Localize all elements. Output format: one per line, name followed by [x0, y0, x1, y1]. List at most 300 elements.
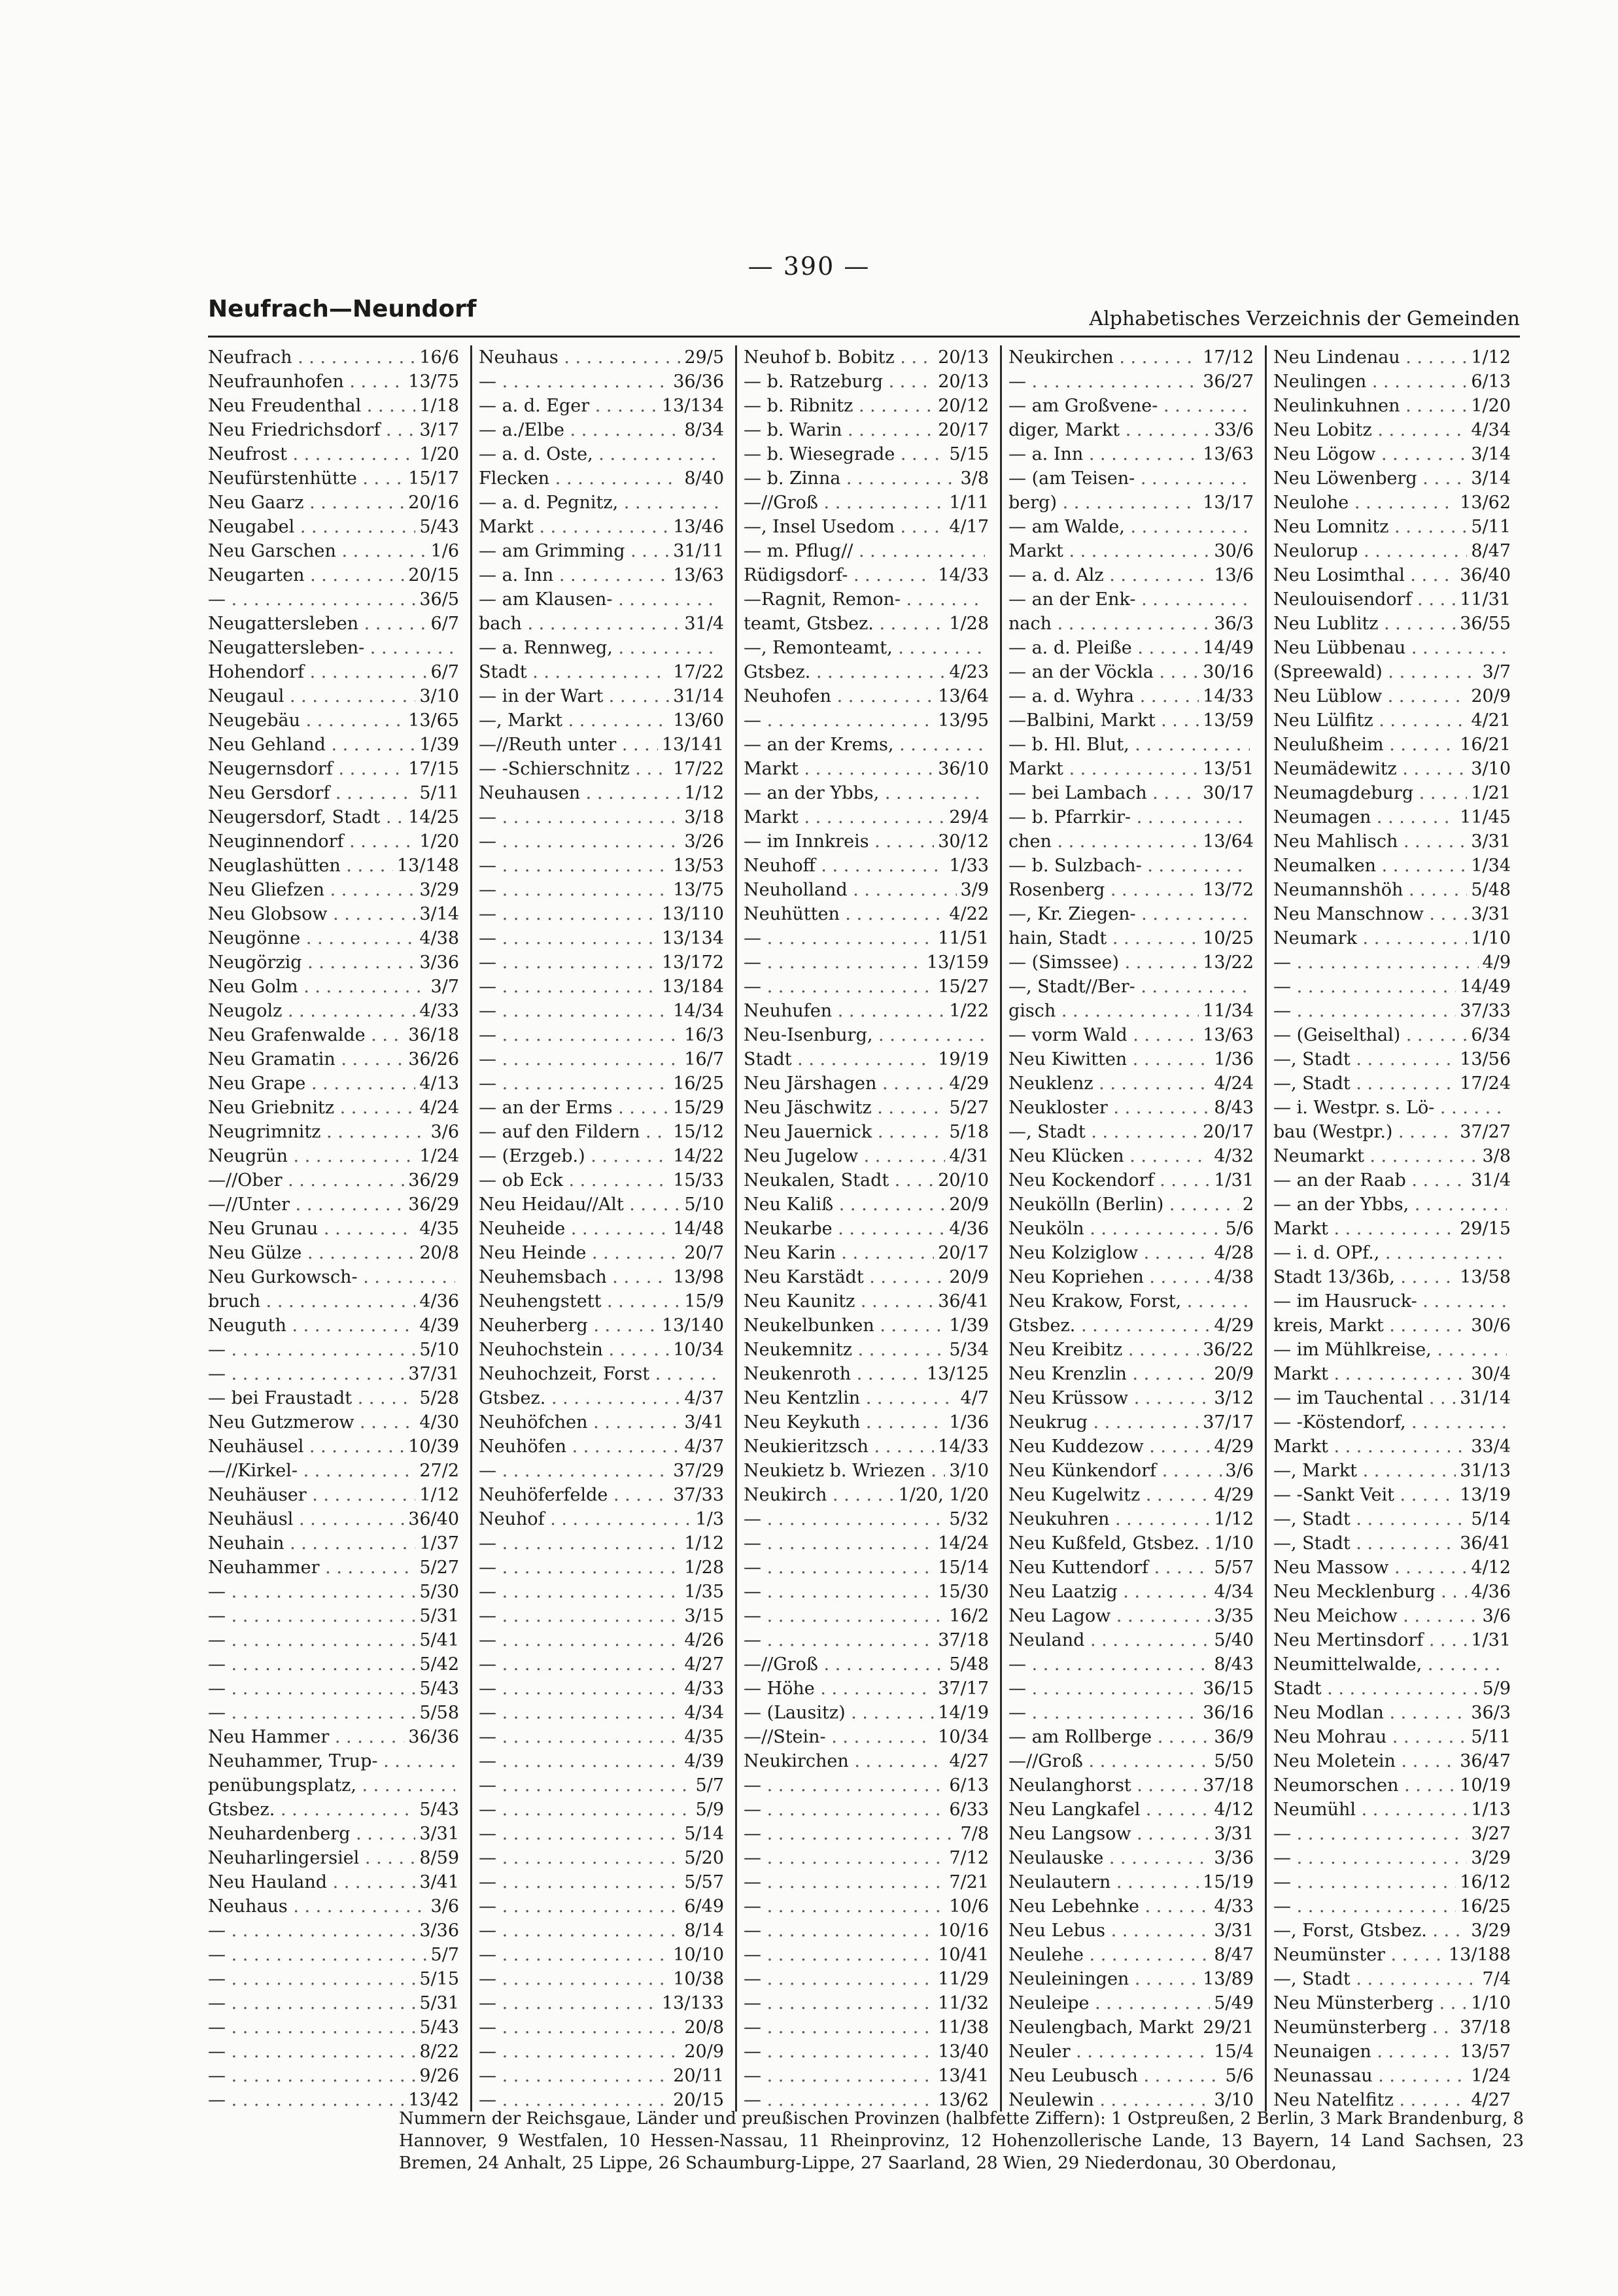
- entry-name: Neuheide . . .: [479, 1217, 669, 1241]
- entry-code: 16/2: [949, 1606, 989, 1626]
- index-entry: [479, 466, 733, 491]
- entry-code: 1/24: [419, 1146, 459, 1166]
- entry-name: — . . .: [479, 805, 680, 829]
- entry-code: 3/12: [1214, 1388, 1254, 1408]
- entry-code: 14/25: [408, 807, 459, 827]
- entry-code: 30/6: [1214, 541, 1254, 561]
- entry-code: 37/33: [1460, 1001, 1511, 1021]
- index-entry: [1008, 1410, 1263, 1435]
- entry-code: 6/13: [949, 1775, 989, 1796]
- entry-code: [1250, 975, 1263, 999]
- index-entry: [744, 612, 998, 636]
- entry-code: 31/4: [1471, 1170, 1511, 1191]
- entry-code: 13/63: [1203, 1025, 1254, 1045]
- entry-code: 1/31: [1471, 1630, 1511, 1650]
- index-entry: [1008, 708, 1263, 733]
- entry-code: 10/41: [938, 1945, 989, 1965]
- index-entry: [1008, 1967, 1263, 1991]
- entry-code: 15/19: [1203, 1872, 1254, 1892]
- entry-name: — . . .: [479, 1580, 680, 1604]
- entry-code: 20/10: [938, 1170, 989, 1191]
- entry-name: — . . .: [208, 1991, 415, 2015]
- index-entry: [1273, 999, 1520, 1023]
- entry-name: Neuhochstein . . .: [479, 1338, 669, 1362]
- entry-code: 5/48: [1471, 880, 1511, 900]
- entry-code: 1/36: [949, 1412, 989, 1433]
- entry-name: — (am Teisen- . . .: [1008, 466, 1250, 491]
- entry-name: — am Rollberge . . .: [1008, 1725, 1210, 1749]
- index-columns: [208, 345, 1520, 2112]
- entry-code: 13/148: [397, 856, 459, 876]
- entry-name: — . . .: [208, 2064, 415, 2088]
- entry-name: Neukirchen . . .: [1008, 345, 1199, 370]
- index-entry: [744, 1991, 998, 2015]
- index-entry: [1273, 926, 1520, 950]
- entry-name: — . . .: [744, 1894, 945, 1919]
- index-entry: [208, 1410, 468, 1435]
- entry-code: 4/39: [419, 1315, 459, 1336]
- index-entry: [1273, 1071, 1520, 1096]
- entry-name: berg) . . .: [1008, 491, 1199, 515]
- entry-code: [1250, 902, 1263, 926]
- entry-name: Neu Heidau//Alt . . .: [479, 1192, 680, 1217]
- entry-code: 3/10: [419, 686, 459, 706]
- entry-code: [1507, 636, 1520, 660]
- entry-name: Neu Krüssow . . .: [1008, 1386, 1210, 1410]
- entry-code: 4/36: [1471, 1582, 1511, 1602]
- index-entry: [208, 394, 468, 418]
- entry-name: Neu Mertinsdorf . . .: [1273, 1628, 1467, 1652]
- entry-code: 8/34: [684, 420, 724, 440]
- entry-code: 13/134: [662, 396, 724, 416]
- entry-code: 20/9: [949, 1194, 989, 1215]
- index-entry: [208, 999, 468, 1023]
- entry-name: — . . .: [1273, 1870, 1456, 1894]
- index-entry: [479, 442, 733, 466]
- entry-code: 13/125: [927, 1364, 989, 1384]
- entry-code: 14/49: [1203, 638, 1254, 658]
- index-entry: [1008, 1580, 1263, 1604]
- entry-name: — bei Fraustadt . . .: [208, 1386, 415, 1410]
- index-entry: [1273, 975, 1520, 999]
- entry-code: 13/56: [1460, 1049, 1511, 1070]
- index-entry: [1273, 1435, 1520, 1459]
- entry-name: Neu Langsow . . .: [1008, 1822, 1210, 1846]
- index-entry: [1008, 1483, 1263, 1507]
- index-entry: [1008, 1531, 1263, 1556]
- entry-name: — . . .: [479, 2015, 680, 2040]
- entry-name: Neu Manschnow . . .: [1273, 902, 1467, 926]
- entry-code: 4/30: [419, 1412, 459, 1433]
- index-entry: [479, 926, 733, 950]
- index-entry: [208, 1749, 468, 1773]
- index-entry: [1008, 418, 1263, 442]
- index-entry: [208, 418, 468, 442]
- entry-code: 27/2: [419, 1461, 459, 1481]
- index-entry: [479, 1556, 733, 1580]
- entry-name: — . . .: [744, 1798, 945, 1822]
- entry-name: Neumühl . . .: [1273, 1798, 1467, 1822]
- entry-name: —//Groß . . .: [1008, 1749, 1210, 1773]
- index-entry: [1008, 1144, 1263, 1168]
- index-entry: [208, 1580, 468, 1604]
- entry-code: 5/31: [419, 1606, 459, 1626]
- entry-code: 31/4: [684, 614, 724, 634]
- entry-name: Neulanghorst . . .: [1008, 1773, 1199, 1798]
- entry-name: Neu Hammer . . .: [208, 1725, 404, 1749]
- index-entry: [744, 1701, 998, 1725]
- entry-code: 11/51: [938, 928, 989, 948]
- entry-name: — . . .: [1008, 1652, 1210, 1677]
- entry-name: — am Großvene- . . .: [1008, 394, 1250, 418]
- index-entry: [479, 1289, 733, 1313]
- entry-name: — . . .: [479, 1919, 680, 1943]
- entry-code: 31/13: [1460, 1461, 1511, 1481]
- entry-code: 14/24: [938, 1533, 989, 1554]
- index-entry: [1008, 1773, 1263, 1798]
- entry-code: 1/39: [419, 735, 459, 755]
- index-entry: [479, 587, 733, 612]
- entry-name: — a. d. Wyhra . . .: [1008, 684, 1199, 708]
- index-entry: [744, 1507, 998, 1531]
- entry-name: Neu Lomnitz . . .: [1273, 515, 1467, 539]
- index-entry: [744, 1047, 998, 1071]
- entry-name: — . . .: [744, 950, 923, 975]
- index-entry: [1273, 805, 1520, 829]
- entry-code: 4/13: [419, 1073, 459, 1094]
- index-entry: [1273, 1531, 1520, 1556]
- entry-code: 20/11: [673, 2066, 724, 2086]
- entry-code: 13/46: [673, 517, 724, 537]
- entry-code: [985, 733, 998, 757]
- entry-name: — . . .: [1273, 950, 1479, 975]
- entry-name: Neu Kußfeld, Gtsbez. . . .: [1008, 1531, 1210, 1556]
- index-entry: [744, 1604, 998, 1628]
- entry-code: 36/40: [408, 1509, 459, 1529]
- entry-code: 31/11: [673, 541, 724, 561]
- entry-name: — . . .: [1273, 1822, 1467, 1846]
- index-entry: [1273, 1289, 1520, 1313]
- entry-code: 4/35: [419, 1219, 459, 1239]
- index-entry: [208, 708, 468, 733]
- entry-name: — . . .: [744, 1846, 945, 1870]
- index-entry: [1008, 733, 1263, 757]
- index-entry: [1273, 1943, 1520, 1967]
- index-entry: [479, 515, 733, 539]
- index-entry: [1273, 1023, 1520, 1047]
- entry-code: 20/9: [1214, 1364, 1254, 1384]
- entry-code: [1507, 1652, 1520, 1677]
- entry-code: 4/33: [684, 1679, 724, 1699]
- entry-name: Stadt . . .: [479, 660, 669, 684]
- entry-name: Neu Friedrichsdorf . . .: [208, 418, 415, 442]
- index-entry: [1008, 1677, 1263, 1701]
- entry-name: — . . .: [479, 2040, 680, 2064]
- entry-name: — (Lausitz) . . .: [744, 1701, 934, 1725]
- index-entry: [208, 1507, 468, 1531]
- index-entry: [744, 829, 998, 854]
- entry-code: 5/14: [1471, 1509, 1511, 1529]
- index-entry: [479, 1677, 733, 1701]
- entry-code: 20/8: [684, 2017, 724, 2038]
- entry-name: Neuland . . .: [1008, 1628, 1210, 1652]
- entry-name: Neu Grunau . . .: [208, 1217, 415, 1241]
- index-entry: [1008, 1628, 1263, 1652]
- index-entry: [1008, 1120, 1263, 1144]
- index-entry: [1273, 684, 1520, 708]
- entry-code: 4/29: [949, 1073, 989, 1094]
- entry-code: 36/47: [1460, 1751, 1511, 1771]
- entry-name: — vorm Wald . . .: [1008, 1023, 1199, 1047]
- entry-code: 3/31: [1214, 1921, 1254, 1941]
- entry-code: 20/17: [938, 1243, 989, 1263]
- entry-code: 1/12: [1214, 1509, 1254, 1529]
- index-entry: [744, 539, 998, 563]
- index-entry: [208, 2040, 468, 2064]
- entry-name: Stadt . . .: [744, 1047, 934, 1071]
- entry-code: 10/34: [673, 1340, 724, 1360]
- index-entry: [744, 1435, 998, 1459]
- entry-code: 16/7: [684, 1049, 724, 1070]
- entry-code: 36/3: [1214, 614, 1254, 634]
- index-entry: [208, 1628, 468, 1652]
- entry-code: 30/12: [938, 831, 989, 852]
- entry-code: 5/41: [419, 1630, 459, 1650]
- index-entry: [1273, 1870, 1520, 1894]
- index-entry: [744, 1265, 998, 1289]
- index-column-3: [735, 345, 998, 2112]
- index-entry: [479, 612, 733, 636]
- entry-name: —, Stadt . . .: [1273, 1071, 1456, 1096]
- entry-code: 7/8: [960, 1824, 989, 1844]
- index-entry: [208, 539, 468, 563]
- entry-name: — . . .: [208, 1701, 415, 1725]
- index-entry: [1273, 587, 1520, 612]
- entry-name: — in der Wart . . .: [479, 684, 669, 708]
- entry-code: [1507, 1241, 1520, 1265]
- entry-name: — . . .: [744, 2088, 934, 2112]
- entry-code: 13/140: [662, 1315, 724, 1336]
- index-entry: [1008, 466, 1263, 491]
- entry-code: 13/63: [673, 565, 724, 585]
- entry-name: Neukirch . . .: [744, 1483, 895, 1507]
- entry-name: Neuginnendorf . . .: [208, 829, 415, 854]
- entry-name: — . . .: [208, 587, 415, 612]
- index-entry: [1273, 1822, 1520, 1846]
- index-entry: [1008, 1725, 1263, 1749]
- index-entry: [479, 563, 733, 587]
- entry-code: 7/4: [1482, 1969, 1511, 1989]
- entry-name: Neukalen, Stadt . . .: [744, 1168, 934, 1192]
- index-entry: [744, 587, 998, 612]
- entry-name: — -Köstendorf, . . .: [1273, 1410, 1507, 1435]
- entry-name: — . . .: [479, 854, 669, 878]
- entry-code: 13/133: [662, 1993, 724, 2013]
- entry-name: Neu Losimthal . . .: [1273, 563, 1456, 587]
- index-entry: [744, 1628, 998, 1652]
- entry-name: Neukieritzsch . . .: [744, 1435, 934, 1459]
- entry-name: — . . .: [208, 1628, 415, 1652]
- entry-name: Markt . . .: [1008, 539, 1210, 563]
- entry-name: Markt . . .: [744, 757, 934, 781]
- entry-code: 1/28: [949, 614, 989, 634]
- entry-code: 5/11: [419, 783, 459, 803]
- index-entry: [1273, 2040, 1520, 2064]
- entry-code: 4/34: [1471, 420, 1511, 440]
- entry-name: — . . .: [479, 1967, 669, 1991]
- entry-code: 30/17: [1203, 783, 1254, 803]
- index-entry: [744, 563, 998, 587]
- entry-name: — b. Hl. Blut, . . .: [1008, 733, 1250, 757]
- index-entry: [744, 684, 998, 708]
- index-entry: [208, 1991, 468, 2015]
- entry-code: 13/51: [1203, 759, 1254, 779]
- entry-code: [455, 1749, 468, 1773]
- entry-code: 1/10: [1471, 1993, 1511, 2013]
- entry-name: Neu Kockendorf . . .: [1008, 1168, 1210, 1192]
- entry-name: Neuglashütten . . .: [208, 854, 393, 878]
- entry-code: 5/32: [949, 1509, 989, 1529]
- index-entry: [744, 1798, 998, 1822]
- entry-code: 1/20: [419, 444, 459, 464]
- index-entry: [479, 1919, 733, 1943]
- index-entry: [208, 370, 468, 394]
- entry-code: 1/3: [695, 1509, 724, 1529]
- entry-code: 13/134: [662, 928, 724, 948]
- index-entry: [208, 1023, 468, 1047]
- entry-name: Neuhöferfelde . . .: [479, 1483, 669, 1507]
- entry-name: — . . .: [1273, 1894, 1456, 1919]
- index-entry: [479, 1773, 733, 1798]
- index-entry: [1008, 1459, 1263, 1483]
- index-entry: [1273, 829, 1520, 854]
- index-entry: [1273, 1362, 1520, 1386]
- index-entry: [208, 1289, 468, 1313]
- entry-code: 36/18: [408, 1025, 459, 1045]
- index-entry: [1273, 1604, 1520, 1628]
- index-entry: [744, 515, 998, 539]
- entry-code: [1507, 1289, 1520, 1313]
- entry-code: 3/41: [419, 1872, 459, 1892]
- entry-name: Neu Laatzig . . .: [1008, 1580, 1210, 1604]
- entry-code: 1/39: [949, 1315, 989, 1336]
- entry-name: Neulinkuhnen . . .: [1273, 394, 1467, 418]
- entry-name: — (Geiselthal) . . .: [1273, 1023, 1467, 1047]
- index-entry: [1273, 1459, 1520, 1483]
- entry-name: Neunaigen . . .: [1273, 2040, 1456, 2064]
- entry-name: Neu Gliefzen . . .: [208, 878, 415, 902]
- entry-code: 14/19: [938, 1703, 989, 1723]
- index-entry: [1008, 539, 1263, 563]
- entry-name: — . . .: [744, 1773, 945, 1798]
- index-entry: [1273, 1919, 1520, 1943]
- entry-name: Neu Järshagen . . .: [744, 1071, 945, 1096]
- entry-code: 6/7: [430, 662, 459, 682]
- entry-code: 1/6: [430, 541, 459, 561]
- index-entry: [208, 1846, 468, 1870]
- entry-code: 16/3: [684, 1025, 724, 1045]
- entry-name: penübungsplatz, . . .: [208, 1773, 455, 1798]
- entry-code: 3/29: [1471, 1921, 1511, 1941]
- entry-name: Gtsbez. . . .: [744, 660, 945, 684]
- entry-name: — ob Eck . . .: [479, 1168, 669, 1192]
- entry-code: 19/19: [938, 1049, 989, 1070]
- entry-name: Rosenberg . . .: [1008, 878, 1199, 902]
- index-entry: [479, 781, 733, 805]
- entry-code: 15/30: [938, 1582, 989, 1602]
- index-entry: [479, 1023, 733, 1047]
- index-entry: [208, 1144, 468, 1168]
- index-entry: [1008, 2015, 1263, 2040]
- entry-code: 8/22: [419, 2042, 459, 2062]
- entry-code: 4/7: [960, 1388, 989, 1408]
- entry-name: Neuhemsbach . . .: [479, 1265, 669, 1289]
- index-entry: [1273, 1096, 1520, 1120]
- entry-code: 36/5: [419, 589, 459, 610]
- entry-code: 13/64: [1203, 831, 1254, 852]
- entry-name: — . . .: [479, 1556, 680, 1580]
- index-entry: [1273, 1894, 1520, 1919]
- entry-name: —, Stadt . . .: [1273, 1507, 1467, 1531]
- entry-code: 5/57: [684, 1872, 724, 1892]
- entry-code: 11/31: [1460, 589, 1511, 610]
- entry-code: 5/43: [419, 1800, 459, 1820]
- entry-name: Neukölln (Berlin) . . .: [1008, 1192, 1239, 1217]
- index-entry: [744, 999, 998, 1023]
- index-entry: [1008, 1168, 1263, 1192]
- entry-name: Neuhausen . . .: [479, 781, 680, 805]
- entry-code: [1507, 1338, 1520, 1362]
- entry-code: 14/34: [673, 1001, 724, 1021]
- index-entry: [479, 1701, 733, 1725]
- entry-code: 37/29: [673, 1461, 724, 1481]
- entry-name: —Ragnit, Remon- . . .: [744, 587, 985, 612]
- index-entry: [1008, 829, 1263, 854]
- entry-code: 4/39: [684, 1751, 724, 1771]
- index-entry: [479, 1313, 733, 1338]
- entry-code: 3/35: [1214, 1606, 1254, 1626]
- index-entry: [744, 1822, 998, 1846]
- index-entry: [744, 878, 998, 902]
- index-entry: [744, 733, 998, 757]
- entry-name: Neu Moletein . . .: [1273, 1749, 1456, 1773]
- index-entry: [1008, 563, 1263, 587]
- entry-name: chen . . .: [1008, 829, 1199, 854]
- entry-name: Neuhardenberg . . .: [208, 1822, 415, 1846]
- entry-name: — a. d. Eger . . .: [479, 394, 658, 418]
- entry-code: 37/18: [1460, 2017, 1511, 2038]
- entry-name: —, Stadt . . .: [1273, 1967, 1479, 1991]
- entry-code: 16/12: [1460, 1872, 1511, 1892]
- entry-code: [1250, 394, 1263, 418]
- index-entry: [1008, 781, 1263, 805]
- entry-code: 3/6: [1225, 1461, 1254, 1481]
- entry-code: 5/57: [1214, 1557, 1254, 1578]
- entry-code: 4/34: [1214, 1582, 1254, 1602]
- entry-name: —//Reuth unter . . .: [479, 733, 658, 757]
- entry-name: Neu Grafenwalde . . .: [208, 1023, 404, 1047]
- entry-code: 13/62: [938, 2090, 989, 2110]
- index-entry: [744, 1192, 998, 1217]
- entry-name: Neu Lögow . . .: [1273, 442, 1467, 466]
- entry-code: 4/17: [949, 517, 989, 537]
- entry-name: Neu Jugelow . . .: [744, 1144, 945, 1168]
- entry-code: 6/33: [949, 1800, 989, 1820]
- entry-code: 13/188: [1449, 1945, 1511, 1965]
- index-entry: [1273, 781, 1520, 805]
- entry-code: 3/36: [419, 952, 459, 973]
- entry-name: Neu Gülze . . .: [208, 1241, 415, 1265]
